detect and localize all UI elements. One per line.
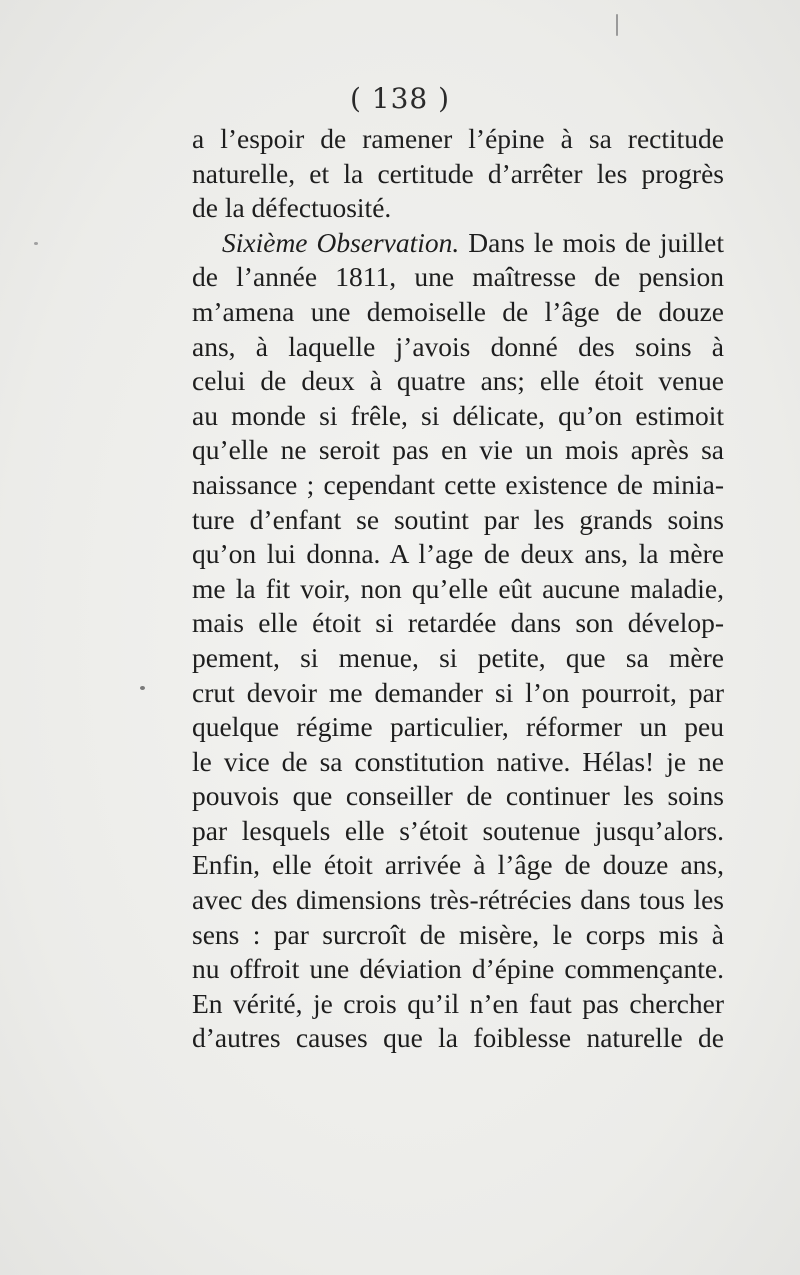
text-line: avec des dimensions très-rétrécies dans tous les [192,884,724,916]
text-line: sens : par surcroît de misère, le corps mis à [192,918,724,950]
text-line: au monde si frêle, si délicate, qu’on estimoit [192,399,724,431]
text-line: qu’elle ne seroit pas en vie un mois après sa [192,434,724,466]
text-line: crut devoir me demander si l’on pourroit, par [192,676,724,708]
text-line: me la fit voir, non qu’elle eût aucune maladie, [192,572,724,604]
text-line: nu offroit une déviation d’épine commençante. [192,953,724,985]
text-line: naissance ; cependant cette existence de minia- [192,468,724,500]
text-line: pouvois que conseiller de continuer les soins [192,780,724,812]
body-text [192,122,724,1056]
text-line: de l’année 1811, une maîtresse de pension [192,261,724,293]
text-fragment: Dans le mois de juillet [468,226,725,258]
heading-line [192,226,724,261]
page-number: ( 138 ) [349,82,451,115]
text-line: de la défectuosité. [192,192,392,224]
text-line: ans, à laquelle j’avois donné des soins à [192,330,724,362]
text-line: qu’on lui donna. A l’age de deux ans, la mère [192,538,724,570]
text-line: En vérité, je crois qu’il n’en faut pas chercher [192,987,724,1019]
text-line: m’amena une demoiselle de l’âge de douze [192,295,724,327]
ink-speck [140,686,145,690]
text-line: a l’espoir de ramener l’épine à sa rectitude [192,123,724,154]
text-line: par lesquels elle s’étoit soutenue jusqu’alors. [192,814,724,846]
text-line: celui de deux à quatre ans; elle étoit venue [192,365,724,397]
text-line: pement, si menue, si petite, que sa mère [192,641,724,673]
text-line: le vice de sa constitution native. Hélas! je ne [192,745,724,777]
text-line: quelque régime particulier, réformer un peu [192,711,724,743]
text-line: ture d’enfant se soutint par les grands soins [192,503,724,535]
ink-speck [34,242,38,245]
text-line: mais elle étoit si retardée dans son dévelop- [192,607,724,639]
text-line: d’autres causes que la foiblesse naturelle de [192,1022,724,1054]
text-line: naturelle, et la certitude d’arrêter les progrès [192,157,724,189]
ink-speck [616,14,618,36]
text-line: Enfin, elle étoit arrivée à l’âge de douze ans, [192,849,724,881]
observation-heading: Sixième Observation. [222,226,460,258]
